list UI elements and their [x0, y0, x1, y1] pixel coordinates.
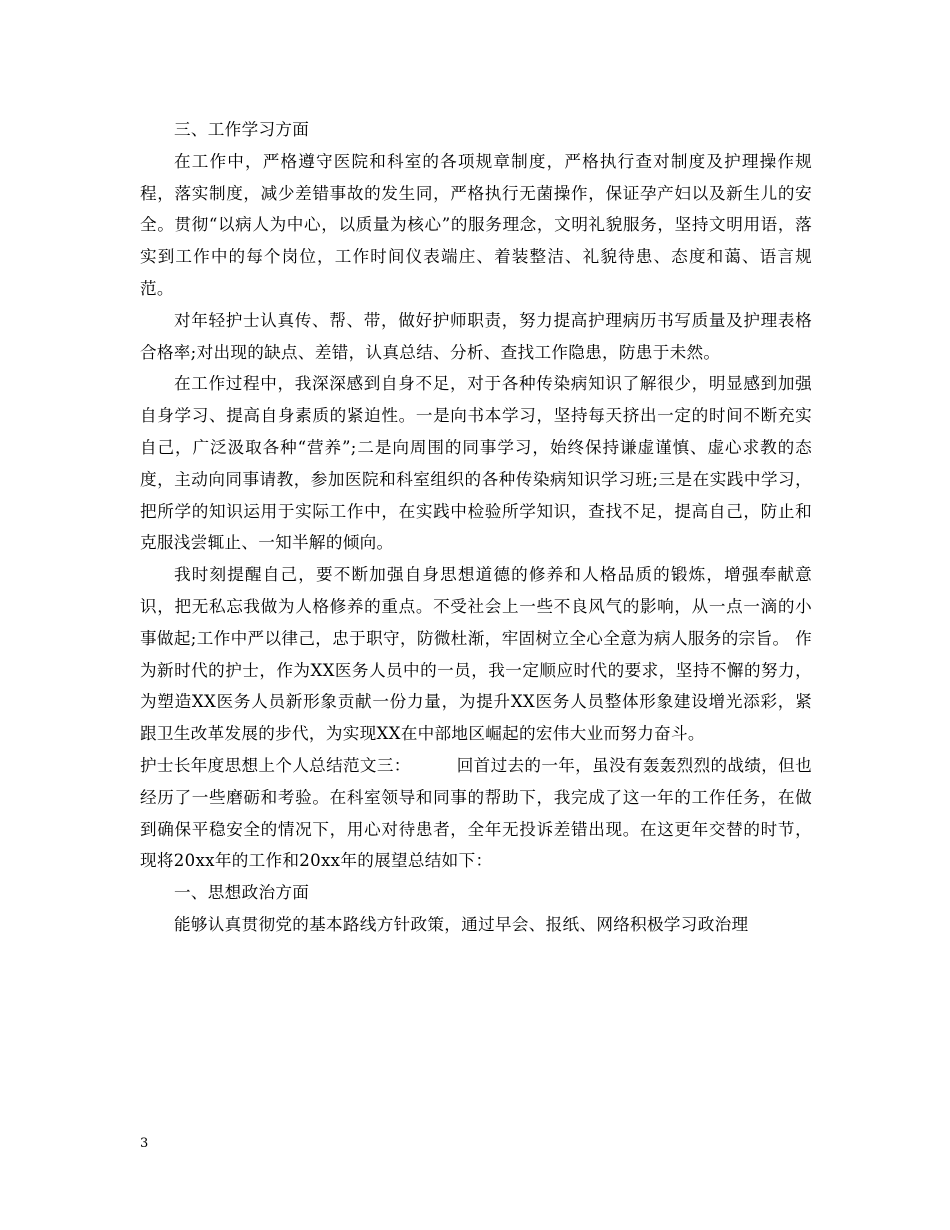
paragraph-self-study: 在工作过程中，我深深感到自身不足，对于各种传染病知识了解很少，明显感到加强自身学习、提高自身素质的紧迫性。一是向书本学习，坚持每天挤出一定的时间不断充实自己，广泛汲取各种“营养”;二是向周围的同事学习，始终保持谦虚谨慎、虚心求教的态度，主动向同事请教，参加医院和科室组织的各种传染病知识学习班;三是在实践中学习，把所学的知识运用于实际工作中，在实践中检验所学知识，查找不足，提高自己，防止和克服浅尝辄止、一知半解的倾向。 [140, 374, 812, 553]
paragraph-rules-compliance: 在工作中，严格遵守医院和科室的各项规章制度，严格执行查对制度及护理操作规程，落实制度，减少差错事故的发生同，严格执行无菌操作，保证孕产妇以及新生儿的安全。贯彻“以病人为中心，以质量为核心”的服务理念，文明礼貌服务，坚持文明用语，落实到工作中的每个岗位，工作时间仪表端庄、着装整洁、礼貌待患、态度和蔼、语言规范。 [140, 151, 812, 298]
document-body [140, 114, 812, 941]
paragraph-summary-intro [140, 750, 812, 877]
paragraph-political-study: 能够认真贯彻党的基本路线方针政策，通过早会、报纸、网络积极学习政治理 [174, 914, 749, 934]
paragraph-mentoring: 对年轻护士认真传、帮、带，做好护师职责，努力提高护理病历书写质量及护理表格合格率;对出现的缺点、差错，认真总结、分析、查找工作隐患，防患于未然。 [140, 310, 812, 362]
paragraph-moral-cultivation: 我时刻提醒自己，要不断加强自身思想道德的修养和人格品质的锻炼，增强奉献意识，把无私忘我做为人格修养的重点。不受社会上一些不良风气的影响，从一点一滴的小事做起;工作中严以律己，忠于职守，防微杜渐，牢固树立全心全意为病人服务的宗旨。 作为新时代的护士，作为XX医务人员中的一员，我一定顺应时代的要求，坚持不懈的努力，为塑造XX医务人员新形象贡献一份力量，为提升XX医务人员整体形象建设增光添彩，紧跟卫生改革发展的步代，为实现XX在中部地区崛起的宏伟大业而努力奋斗。 [140, 565, 812, 744]
summary-title: 护士长年度思想上个人总结范文三： [140, 755, 411, 775]
summary-intro-text: 回首过去的一年，虽没有轰轰烈烈的战绩，但也经历了一些磨砺和考验。在科室领导和同事的帮助下，我完成了这一年的工作任务，在做到确保平稳安全的情况下，用心对待患者，全年无投诉差错出现。在这更年交替的时节，现将20xx年的工作和20xx年的展望总结如下： [140, 755, 812, 871]
page-number: 3 [140, 1136, 149, 1151]
section-heading-political: 一、思想政治方面 [174, 883, 310, 903]
section-heading-work-study: 三、工作学习方面 [174, 120, 310, 139]
